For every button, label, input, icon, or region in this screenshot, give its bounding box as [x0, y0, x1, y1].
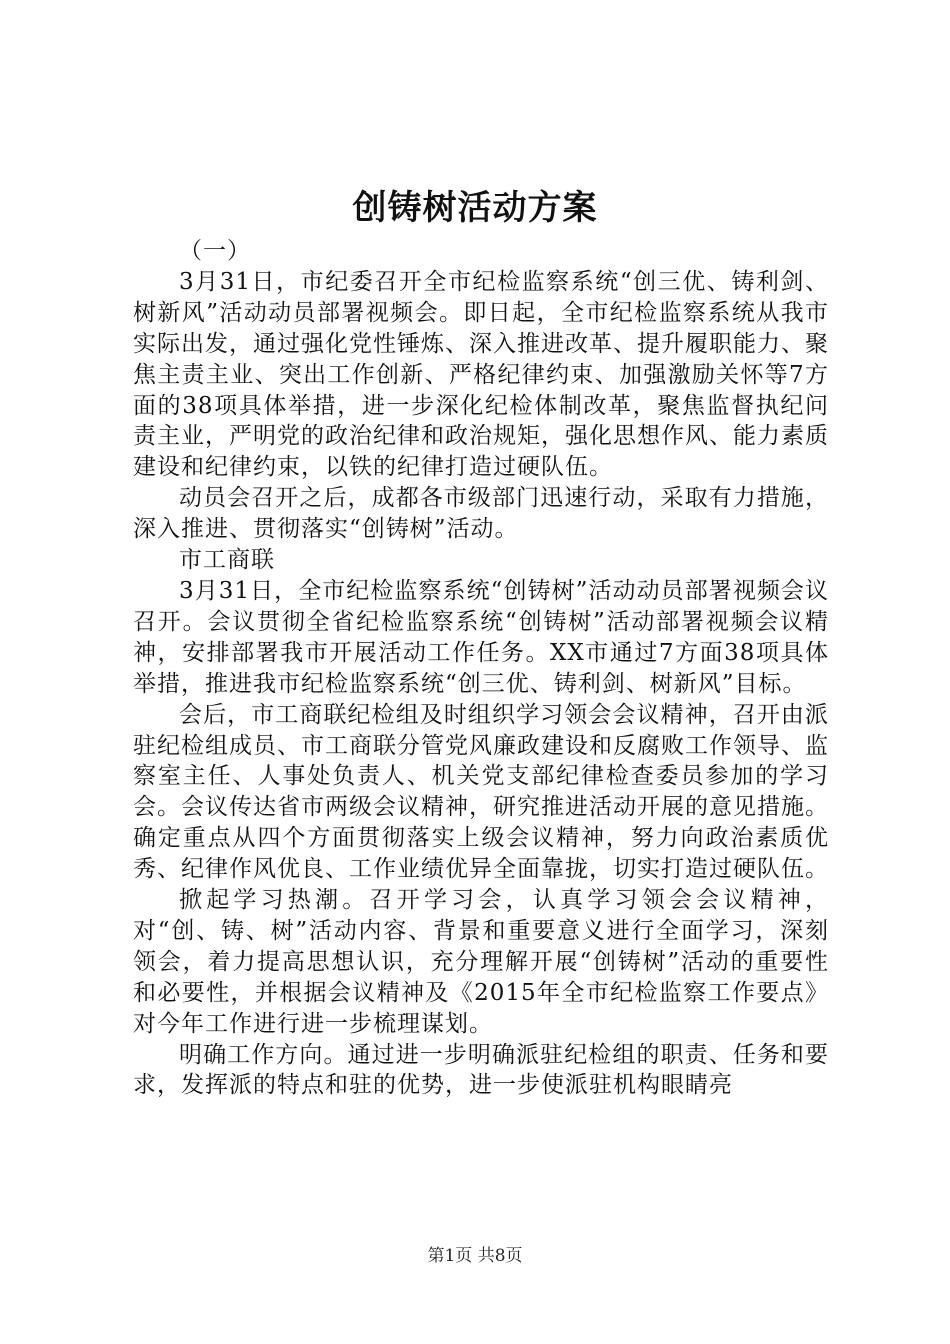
- page-number: 第1页 共8页: [427, 1246, 523, 1266]
- paragraph: 3月31日，全市纪检监察系统“创铸树”活动动员部署视频会议召开。会议贯彻全省纪检监察系统“创铸树”活动部署视频会议精神，安排部署我市开展活动工作任务。XX市通过7方面38项具体举措，推进我市纪检监察系统“创三优、铸利剑、树新风”目标。: [133, 577, 829, 697]
- paragraph: 3月31日，市纪委召开全市纪检监察系统“创三优、铸利剑、树新风”活动动员部署视频会。即日起，全市纪检监察系统从我市实际出发，通过强化党性锤炼、深入推进改革、提升履职能力、聚焦主责主业、突出工作创新、严格纪律约束、加强激励关怀等7方面的38项具体举措，进一步深化纪检体制改革，聚焦监督执纪问责主业，严明党的政治纪律和政治规矩，强化思想作风、能力素质建设和纪律约束，以铁的纪律打造过硬队伍。: [133, 268, 829, 481]
- document-body: [133, 236, 829, 1101]
- paragraph: 会后，市工商联纪检组及时组织学习领会会议精神，召开由派驻纪检组成员、市工商联分管党风廉政建设和反腐败工作领导、监察室主任、人事处负责人、机关党支部纪律检查委员参加的学习会。会议传达省市两级会议精神，研究推进活动开展的意见措施。确定重点从四个方面贯彻落实上级会议精神，努力向政治素质优秀、纪律作风优良、工作业绩优异全面靠拢，切实打造过硬队伍。: [133, 701, 829, 883]
- paragraph: 明确工作方向。通过进一步明确派驻纪检组的职责、任务和要求，发挥派的特点和驻的优势，进一步使派驻机构眼睛亮: [133, 1041, 829, 1099]
- section-heading: （一）: [179, 238, 251, 264]
- section-heading: 市工商联: [179, 547, 275, 574]
- paragraph: 动员会召开之后，成都各市级部门迅速行动，采取有力措施，深入推进、贯彻落实“创铸树”活动。: [133, 485, 829, 543]
- document-title: 创铸树活动方案: [352, 188, 598, 228]
- paragraph: 掀起学习热潮。召开学习会，认真学习领会会议精神，对“创、铸、树”活动内容、背景和重要意义进行全面学习，深刻领会，着力提高思想认识，充分理解开展“创铸树”活动的重要性和必要性，并根据会议精神及《2015年全市纪检监察工作要点》对今年工作进行进一步梳理谋划。: [133, 887, 829, 1037]
